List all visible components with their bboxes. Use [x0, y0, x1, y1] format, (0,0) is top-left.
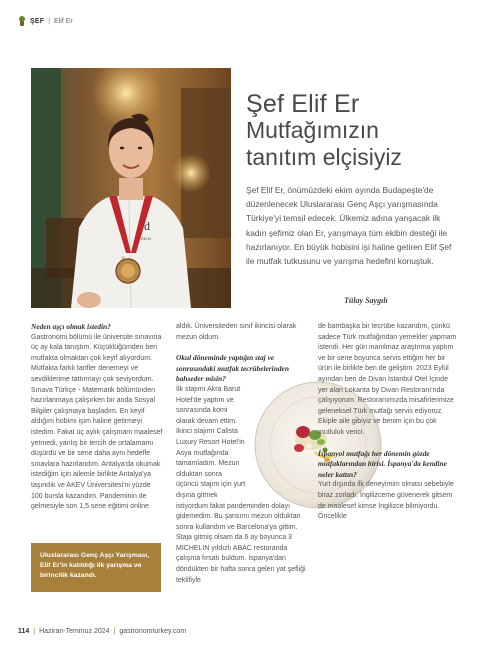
page-header: [18, 14, 73, 28]
callout-text: Uluslararası Genç Aşçı Yarışması, Elif Er'in katıldığı ilk yarışma ve birincilik kazandı.: [40, 552, 150, 579]
answer-1: Gastronomi bölümü ile üniversite sınavına üç ay kala tanıştım. Küçüklüğümden beri mutfakta olmaktan çok keyif alıyordum. Mutfakta farklı tarifler denemeyi ve sevdiklerime tattırmayı çok seviyordum. Sınava Türkçe - Matematik bölümünden hazırlanmaya çalışırken bir anda Sosyal Bilgiler çalışmaya başladım. En keyif aldığım hobimi işim haline getirmeyi istedim. Fakat üç aylık çalışmam maalesef yetmedi, yanlış bir tercih de ortalamamı düşürdü ve bir sene daha aynı hedefle sınavlara hazırlandım. Antalya'da okumak istediğim için ailemle birlikte Antalya'ya taşındık ve AKEV Üniversitesi'ni yüzde 100 bursla kazandım. Pandeminin de gelmesiyle son 1,5 sene eğitimi online: [31, 333, 163, 511]
answer-2-part-a: İlk stajımı Akra Barut Hotel'de yaptım ve sonrasında komi olarak devam ettim. İkinci stajımı Calista Luxury Resort Hotel'in Asya mutfağında tamamladım. Mezun olduktan sonra üçüncü stajım için yurt dışına gitmek: [176, 385, 246, 499]
article-intro: Şef Elif Er, önümüzdeki ekim ayında Budapeşte'de düzenlenecek Uluslararası Genç Aşçı yarışmasında Türkiye'yi temsil edecek. Ülkemiz adına yanşacak ilk kadın şefimiz olan Er, yarışmaya tüm ekibin desteği ile hazırlanıyor. En büyük hobisini işi haline getiren Elif Şef ile mutfak tutkusunu ve yarışma hedefini konuştuk.: [246, 185, 452, 267]
answer-1-continued: aldık. Üniversiteden sınıf ikincisi olarak mezun oldum.: [176, 323, 297, 341]
header-name: Elif Er: [54, 17, 73, 25]
column-3: [318, 322, 458, 523]
page-footer: [18, 628, 186, 635]
article-title-line-3: tanıtım elçisiyiz: [246, 144, 402, 170]
answer-2-part-b: istiyordum fakat pandeminden dolayı gidemedim. Bu şansımı mezun olduktan sonra kullandım ve Barcelona'ya gittim. Staja gitmiş olsam da 6 ay boyunca 3 MICHELIN yıldızlı ABAC restoranda çalışma fırsatı buldum. İspanya'dan döndükten bir hafta sonra gelen yat şefliği teklifiyle: [176, 502, 306, 584]
chef-hat-logo-icon: [18, 16, 26, 26]
question-1: Neden aşçı olmak istedin?: [31, 322, 111, 331]
issue-date: Haziran-Temmuz 2024: [39, 628, 110, 635]
header-separator: |: [48, 17, 51, 25]
answer-2-part-c: de bambaşka bir tecrübe kazandım, çünkü sadece Türk mutfağından yemekler yapmam istendi. Her gün inanılmaz araştırma yaptım ve bir sene boyunca servis ettiğim her bir ürün ile birlikte ben de geliştim. 2023 Eylül ayından beri de Divan İstanbul Otel İçinde yer alan Lokanta by Divan Restoranı'nda çalışıyorum. Restoranımızda misafirlerimize geleneksel Türk mutfağı servis ediyoruz. Ekiple aile gibiyiz ve benim için bu çok mutluluk verici.: [318, 323, 457, 436]
section-label: ŞEF: [30, 17, 45, 25]
column-1: [31, 322, 163, 513]
answer-3: Yurt dışında ilk deneyimim olması sebebiyle biraz zorladı. İngilizceme güvenerek gitsem de maalesef kimse İngilizce bilmiyordu. Öncelikle: [318, 481, 454, 521]
svg-text:d: d: [144, 219, 150, 233]
page-number: 114: [18, 628, 30, 635]
footer-separator: |: [33, 628, 36, 635]
website-link[interactable]: gastronomturkey.com: [119, 628, 187, 635]
article-title-line-2: Mutfağımızın: [246, 117, 379, 143]
svg-text:Elif Er: Elif Er: [141, 236, 152, 241]
question-3: İspanyol mutfağı her dönemin gözde mutfaklarından birisi. İspanya'da kendine neler kattın?: [318, 448, 447, 479]
author-byline: Tülay Saygılı: [344, 296, 388, 305]
footer-separator-2: |: [113, 628, 116, 635]
highlight-callout: [31, 543, 161, 592]
chef-portrait-photo: [31, 68, 231, 308]
question-2: Okul döneminde yaptığın staj ve sonrasındaki mutfak tecrübelerinden bahseder misin?: [176, 353, 289, 384]
article-title-line-1: Şef Elif Er: [246, 90, 360, 118]
